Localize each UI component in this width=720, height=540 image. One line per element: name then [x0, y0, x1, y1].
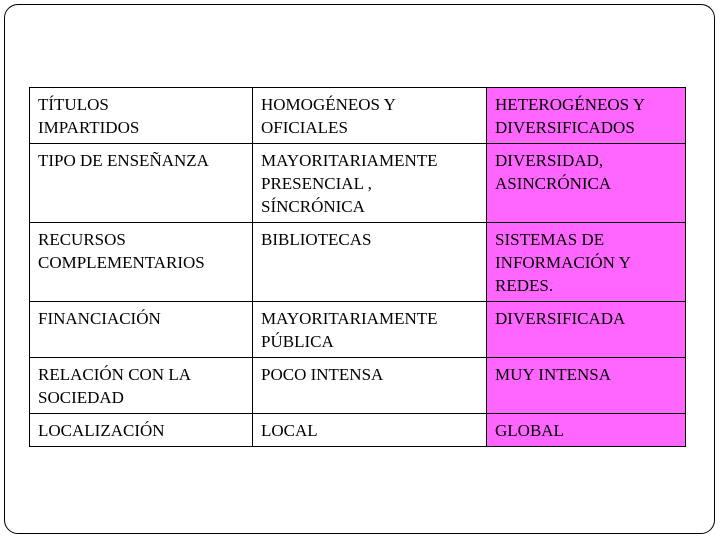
- cell-text-line: TIPO DE ENSEÑANZA: [38, 151, 209, 170]
- cell-text-line: FINANCIACIÓN: [38, 309, 161, 328]
- table-row: [30, 358, 686, 414]
- criterion-cell: [30, 302, 253, 358]
- traditional-model-cell: [253, 414, 487, 447]
- slide-frame: [4, 4, 715, 534]
- table-row: [30, 88, 686, 144]
- cell-text-line: DIVERSIDAD,: [495, 151, 604, 170]
- new-model-cell: [487, 302, 686, 358]
- cell-text-line: POCO INTENSA: [261, 365, 384, 384]
- cell-text-line: DIVERSIFICADA: [495, 309, 626, 328]
- cell-text-line: SOCIEDAD: [38, 388, 124, 407]
- criterion-cell: [30, 223, 253, 302]
- table-row: [30, 223, 686, 302]
- cell-text-line: LOCALIZACIÓN: [38, 421, 165, 440]
- criterion-cell: [30, 144, 253, 223]
- traditional-model-cell: [253, 358, 487, 414]
- cell-text-line: SISTEMAS DE: [495, 230, 605, 249]
- table-row: [30, 302, 686, 358]
- criterion-cell: [30, 414, 253, 447]
- cell-text-line: IMPARTIDOS: [38, 118, 140, 137]
- cell-text-line: GLOBAL: [495, 421, 564, 440]
- cell-text-line: LOCAL: [261, 421, 318, 440]
- table-row: [30, 144, 686, 223]
- cell-text-line: BIBLIOTECAS: [261, 230, 372, 249]
- cell-text-line: MUY INTENSA: [495, 365, 612, 384]
- cell-text-line: ASINCRÓNICA: [495, 174, 612, 193]
- cell-text-line: MAYORITARIAMENTE: [261, 309, 438, 328]
- criterion-cell: [30, 358, 253, 414]
- traditional-model-cell: [253, 144, 487, 223]
- traditional-model-cell: [253, 88, 487, 144]
- criterion-cell: [30, 88, 253, 144]
- traditional-model-cell: [253, 223, 487, 302]
- table-row: [30, 414, 686, 447]
- new-model-cell: [487, 144, 686, 223]
- cell-text-line: RECURSOS: [38, 230, 126, 249]
- new-model-cell: [487, 223, 686, 302]
- cell-text-line: RELACIÓN CON LA: [38, 365, 191, 384]
- cell-text-line: TÍTULOS: [38, 95, 109, 114]
- cell-text-line: HOMOGÉNEOS Y: [261, 95, 396, 114]
- new-model-cell: [487, 414, 686, 447]
- cell-text-line: DIVERSIFICADOS: [495, 118, 635, 137]
- new-model-cell: [487, 88, 686, 144]
- comparison-table-body: [30, 88, 686, 447]
- cell-text-line: COMPLEMENTARIOS: [38, 253, 205, 272]
- cell-text-line: SÍNCRÓNICA: [261, 197, 365, 216]
- cell-text-line: INFORMACIÓN Y: [495, 253, 631, 272]
- new-model-cell: [487, 358, 686, 414]
- comparison-table: [29, 87, 686, 447]
- cell-text-line: PÚBLICA: [261, 332, 334, 351]
- traditional-model-cell: [253, 302, 487, 358]
- cell-text-line: PRESENCIAL ,: [261, 174, 372, 193]
- cell-text-line: OFICIALES: [261, 118, 348, 137]
- cell-text-line: MAYORITARIAMENTE: [261, 151, 438, 170]
- cell-text-line: REDES.: [495, 276, 554, 295]
- cell-text-line: HETEROGÉNEOS Y: [495, 95, 645, 114]
- comparison-table-container: [29, 87, 685, 447]
